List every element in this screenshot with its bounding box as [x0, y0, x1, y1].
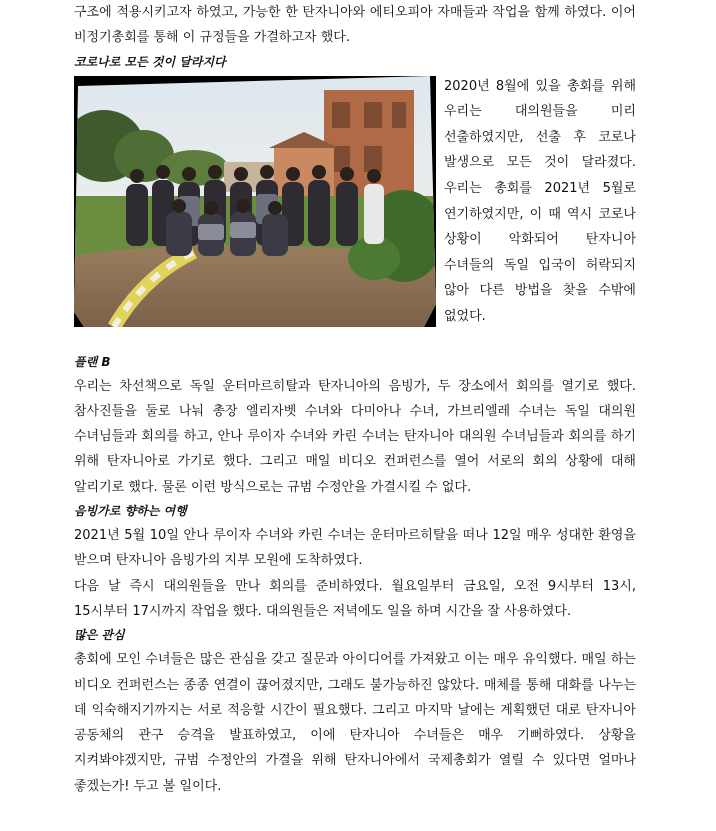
group-photo	[74, 76, 436, 327]
section-body-plan-b: 우리는 차선책으로 독일 운터마르히탈과 탄자니아의 음빙가, 두 장소에서 회의를 열기로 했다. 참사진들을 둘로 나눠 총장 엘리자벳 수녀와 다미아나 수녀, 가브리엘레 수녀는 독일 대의원 수녀님들과 회의를 하고, 안나 루이자 수녀와 카린 수녀는 탄자니아 대의원 수녀님들과 회의를 하기 위해 탄자니아로 가기로 했다. 그리고 매일 비디오 컨퍼런스를 열어 서로의 회의 상황에 대해 알리기로 했다. 물론 이런 방식으로는 규범 수정안을 가결시킬 수 없다.	[74, 378, 636, 495]
section-heading-corona: 코로나로 모든 것이 달라지다	[74, 54, 226, 69]
photo-side-text	[444, 74, 636, 330]
section-body-corona: 2020년 8월에 있을 총회를 위해 우리는 대의원들을 미리 선출하였지만, 선출 후 코로나 발생으로 모든 것이 달라졌다. 우리는 총회를 2021년 5월로 연기하였지만, 이 때 역시 코로나 상황이 악화되어 탄자니아 수녀들의 독일 입국이 허락되지 않아 다른 방법을 찾을 수밖에 없었다.	[444, 78, 636, 324]
section-body-journey: 2021년 5월 10일 안나 루이자 수녀와 카린 수녀는 운터마르히탈을 떠나 12일 매우 성대한 환영을 받으며 탄자니아 음빙가의 지부 모원에 도착하였다.	[74, 528, 636, 569]
document-page	[74, 0, 636, 799]
section-heading-plan-b: 플랜 B	[74, 354, 111, 369]
intro-paragraph: 구조에 적용시키고자 하였고, 가능한 한 탄자니아와 에티오피아 자매들과 작업을 함께 하였다. 이어 비정기총회를 통해 이 규정들을 가결하고자 했다.	[74, 5, 636, 46]
section-heading-journey: 음빙가로 향하는 여행	[74, 504, 187, 519]
section-body-journey-2: 다음 날 즉시 대의원들을 만나 회의를 준비하였다. 월요일부터 금요일, 오전 9시부터 13시, 15시부터 17시까지 작업을 했다. 대의원들은 저녁에도 일을 하며 시간을 잘 사용하였다.	[74, 578, 636, 619]
section-heading-interest: 많은 관심	[74, 628, 125, 643]
section-body-interest: 총회에 모인 수녀들은 많은 관심을 갖고 질문과 아이디어를 가져왔고 이는 매우 유익했다. 매일 하는 비디오 컨퍼런스는 종종 연결이 끊어졌지만, 그래도 불가능하진 않았다. 매체를 통해 대화를 나누는 데 익숙해지기까지는 서로 적응할 시간이 필요했다. 그리고 마지막 날에는 계획했던 대로 탄자니아 공동체의 관구 승격을 발표하였고, 이에 탄자니아 수녀들은 매우 기뻐하였다. 상황을 지켜봐야겠지만, 규범 수정안의 가결을 위해 탄자니아에서 국제총회가 열릴 수 있다면 얼마나 좋겠는가! 두고 볼 일이다.	[74, 652, 636, 794]
photo-block	[74, 74, 636, 351]
group-photo-image	[74, 76, 436, 327]
